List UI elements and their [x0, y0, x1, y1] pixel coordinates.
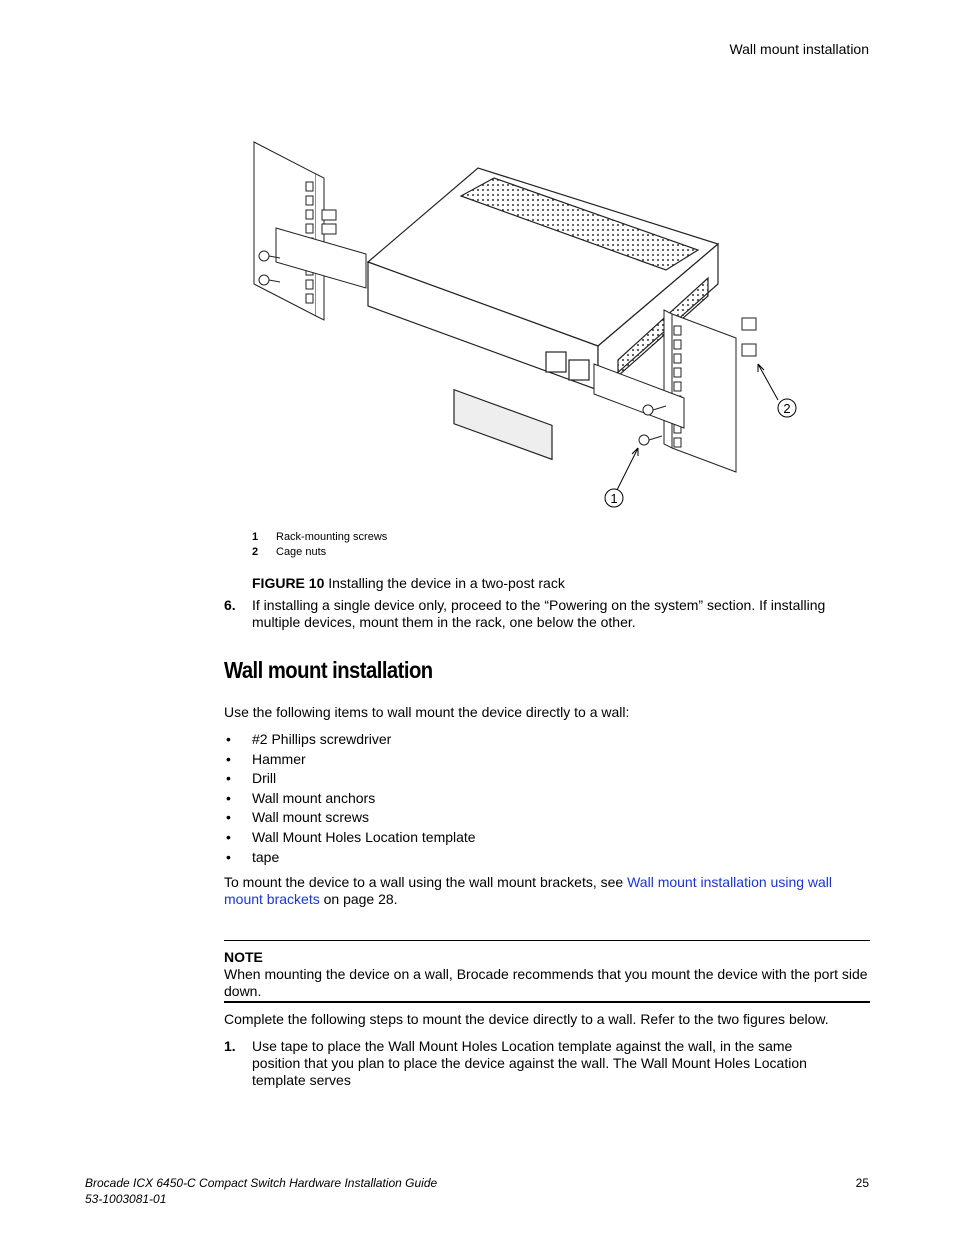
- bullet: •: [226, 789, 231, 806]
- section-title: Wall mount installation: [224, 657, 433, 683]
- list-item: [224, 789, 476, 809]
- legend-number: 1: [252, 531, 259, 543]
- step-text: If installing a single device only, proceed to the “Powering on the system” section. If installing multiple devices, mount them in the rack, one below the other.: [252, 597, 826, 630]
- note-title: NOTE: [224, 949, 263, 965]
- wall-mount-brackets-link[interactable]: Wall mount installation using wall mount brackets: [224, 874, 833, 907]
- legend-number: 2: [252, 546, 259, 558]
- list-item: [224, 808, 476, 828]
- footer-doc-number: 53-1003081-01: [85, 1192, 167, 1206]
- cross-reference-paragraph: [224, 874, 854, 908]
- note-text: When mounting the device on a wall, Brocade recommends that you mount the device with the port side down.: [224, 966, 868, 999]
- list-item-text: Wall mount screws: [252, 809, 369, 826]
- footer-doc-title: Brocade ICX 6450-C Compact Switch Hardware Installation Guide: [85, 1176, 438, 1190]
- list-item: [224, 848, 476, 868]
- callout-2: [778, 399, 796, 417]
- list-item-text: Drill: [252, 770, 277, 787]
- legend-row-1: [252, 531, 387, 543]
- step-number: 1.: [224, 1038, 236, 1054]
- figure-caption: [252, 575, 565, 591]
- list-item: [224, 750, 476, 770]
- bullet: •: [226, 770, 231, 787]
- legend-row-2: [252, 546, 326, 558]
- step-text: Use tape to place the Wall Mount Holes Location template against the wall, in the same position that you plan to place the device against the wall. The Wall Mount Holes Location template serves: [252, 1038, 807, 1088]
- list-item: [224, 769, 476, 789]
- bullet: •: [226, 731, 231, 747]
- list-item: [224, 828, 476, 848]
- note-top-rule: [224, 940, 870, 941]
- bullet: •: [226, 848, 231, 865]
- rack-installation-figure: [246, 138, 806, 518]
- ref-text-after: on page 28.: [319, 891, 398, 907]
- callout-1: [605, 489, 623, 507]
- step-1: [224, 1038, 844, 1089]
- legend-text: Cage nuts: [276, 546, 327, 558]
- callout-1-label: 1: [610, 491, 618, 506]
- bullet: •: [226, 828, 231, 845]
- running-header: Wall mount installation: [729, 41, 869, 57]
- list-item-text: #2 Phillips screwdriver: [252, 731, 392, 747]
- list-item: [224, 730, 476, 750]
- note-bottom-rule: [224, 1001, 870, 1003]
- bullet: •: [226, 809, 231, 826]
- callout-2-label: 2: [783, 401, 791, 416]
- steps-intro: Complete the following steps to mount the device directly to a wall. Refer to the two figures below.: [224, 1011, 829, 1027]
- figure-caption-label: FIGURE 10: [252, 575, 325, 591]
- ref-text-before: To mount the device to a wall using the wall mount brackets, see: [224, 874, 628, 890]
- list-item-text: Hammer: [252, 750, 306, 767]
- section-intro: Use the following items to wall mount the device directly to a wall:: [224, 704, 630, 720]
- figure-caption-text: Installing the device in a two-post rack: [328, 575, 565, 591]
- step-number: 6.: [224, 597, 236, 613]
- left-rack-post: [254, 142, 366, 320]
- page-number: 25: [855, 1176, 869, 1190]
- list-item-text: tape: [252, 848, 280, 865]
- bullet: •: [226, 750, 231, 767]
- step-6: [224, 597, 844, 631]
- legend-text: Rack-mounting screws: [276, 531, 388, 543]
- list-item-text: Wall mount anchors: [252, 789, 376, 806]
- list-item-text: Wall Mount Holes Location template: [252, 828, 476, 845]
- tools-list: [224, 730, 476, 867]
